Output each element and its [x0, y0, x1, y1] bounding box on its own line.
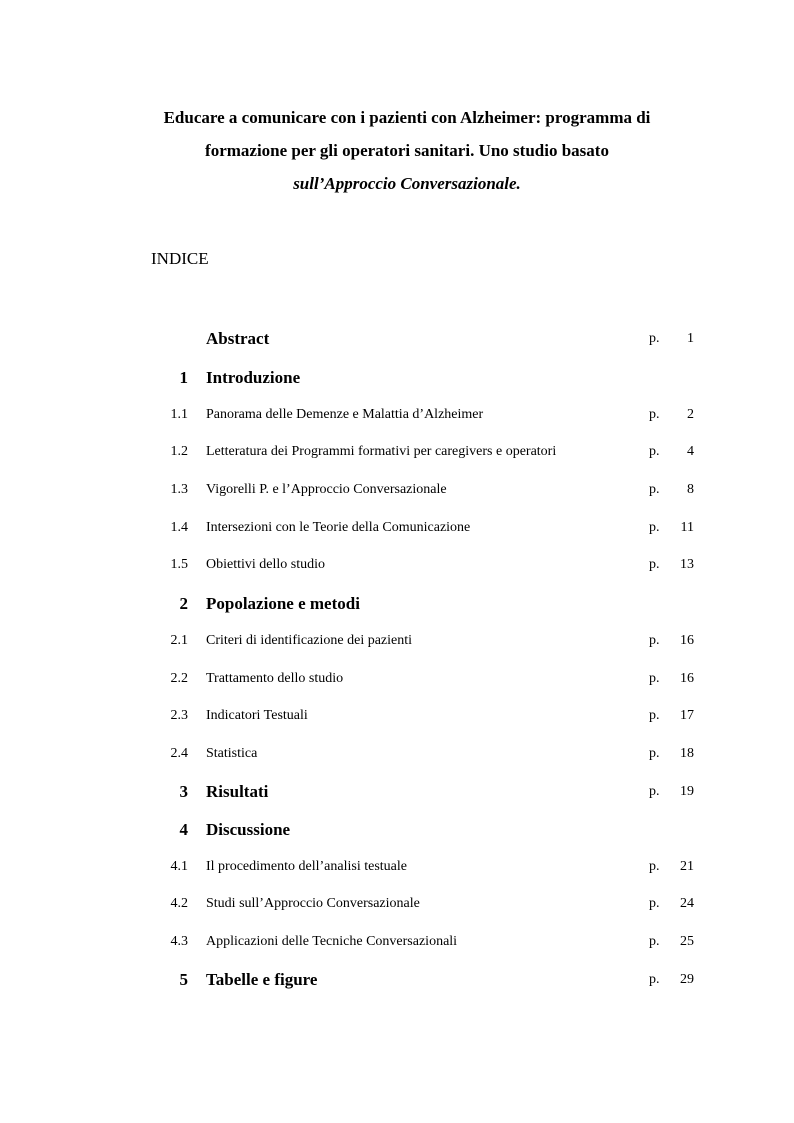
toc-entry-section: [0, 440, 794, 464]
toc-label: Panorama delle Demenze e Malattia d’Alzheimer: [206, 407, 484, 422]
toc-entry-section: [0, 742, 794, 766]
toc-page-prefix: p.: [649, 444, 660, 459]
title-line-1: Educare a comunicare con i pazienti con Alzheimer: programma di: [163, 108, 651, 127]
toc-page-prefix: p.: [649, 482, 660, 497]
toc-label: Statistica: [206, 746, 258, 761]
toc-page-number: 16: [680, 633, 694, 648]
toc-entry-chapter: [0, 592, 794, 616]
toc-number: 3: [179, 782, 188, 801]
toc-number: 2.3: [170, 708, 188, 723]
toc-label: Popolazione e metodi: [206, 594, 360, 613]
toc-label: Abstract: [206, 329, 270, 348]
toc-number: 4.2: [170, 896, 188, 911]
toc-label: Intersezioni con le Teorie della Comunicazione: [206, 520, 471, 535]
toc-entry-chapter: [0, 366, 794, 390]
toc-label: Vigorelli P. e l’Approccio Conversazionale: [206, 482, 447, 497]
toc-entry-chapter: [0, 818, 794, 842]
toc-page-prefix: p.: [649, 520, 660, 535]
toc-label: Applicazioni delle Tecniche Conversazionali: [206, 934, 458, 949]
toc-number: 1.2: [170, 444, 188, 459]
toc-entry-chapter: [0, 780, 794, 804]
toc-page-number: 4: [687, 444, 694, 459]
toc-entry-section: [0, 855, 794, 879]
toc-label: Indicatori Testuali: [206, 708, 308, 723]
toc-number: 2.4: [170, 746, 188, 761]
toc-label: Tabelle e figure: [206, 970, 318, 989]
toc-number: 1.4: [170, 520, 188, 535]
toc-label: Letteratura dei Programmi formativi per caregivers e operatori: [206, 444, 557, 459]
toc-page-prefix: p.: [649, 859, 660, 874]
title-line-2: formazione per gli operatori sanitari. Uno studio basato: [205, 141, 609, 160]
toc-entry-section: [0, 478, 794, 502]
toc-page-prefix: p.: [649, 557, 660, 572]
toc-page-prefix: p.: [649, 633, 660, 648]
toc-page-number: 25: [680, 934, 694, 949]
toc-page-prefix: p.: [649, 934, 660, 949]
toc-label: Criteri di identificazione dei pazienti: [206, 633, 413, 648]
toc-page-number: 8: [687, 482, 694, 497]
toc-page-prefix: p.: [649, 331, 660, 346]
toc-entry-section: [0, 667, 794, 691]
toc-page-prefix: p.: [649, 972, 660, 987]
toc-page-prefix: p.: [649, 708, 660, 723]
toc-label: Risultati: [206, 782, 269, 801]
toc-page-number: 29: [680, 972, 694, 987]
toc-entry-section: [0, 704, 794, 728]
title-line-3: sull’Approccio Conversazionale.: [293, 174, 521, 193]
toc-number: 1.5: [170, 557, 188, 572]
toc-page-number: 11: [680, 520, 694, 535]
toc-page-number: 21: [680, 859, 694, 874]
toc-page-number: 17: [680, 708, 694, 723]
toc-page-prefix: p.: [649, 896, 660, 911]
toc-page-number: 2: [687, 407, 694, 422]
toc-page-prefix: p.: [649, 407, 660, 422]
toc-entry-abstract: [0, 327, 794, 351]
toc-number: 2.2: [170, 671, 188, 686]
toc-number: 5: [179, 970, 188, 989]
toc-page-prefix: p.: [649, 671, 660, 686]
toc-entry-section: [0, 553, 794, 577]
toc-number: 1: [179, 368, 188, 387]
toc-number: 1.1: [170, 407, 188, 422]
toc-page-number: 24: [680, 896, 694, 911]
toc-page-prefix: p.: [649, 784, 660, 799]
toc-page-number: 16: [680, 671, 694, 686]
toc-entry-chapter: [0, 968, 794, 992]
toc-entry-section: [0, 892, 794, 916]
toc-page-number: 19: [680, 784, 694, 799]
toc-number: 1.3: [170, 482, 188, 497]
toc-entry-section: [0, 930, 794, 954]
toc-entry-section: [0, 403, 794, 427]
toc-label: Il procedimento dell’analisi testuale: [206, 859, 407, 874]
toc-label: Trattamento dello studio: [206, 671, 344, 686]
toc-page-prefix: p.: [649, 746, 660, 761]
toc-label: Discussione: [206, 820, 291, 839]
toc-number: 4.1: [170, 859, 188, 874]
toc-page-number: 13: [680, 557, 694, 572]
toc-page-number: 18: [680, 746, 694, 761]
toc-number: 2: [179, 594, 188, 613]
index-heading: INDICE: [151, 249, 209, 268]
toc-number: 4: [179, 820, 188, 839]
toc-label: Studi sull’Approccio Conversazionale: [206, 896, 420, 911]
toc-entry-section: [0, 629, 794, 653]
toc-label: Obiettivi dello studio: [206, 557, 325, 572]
toc-label: Introduzione: [206, 368, 301, 387]
toc-number: 2.1: [170, 633, 188, 648]
toc-entry-section: [0, 516, 794, 540]
toc-page-number: 1: [687, 331, 694, 346]
toc-number: 4.3: [170, 934, 188, 949]
